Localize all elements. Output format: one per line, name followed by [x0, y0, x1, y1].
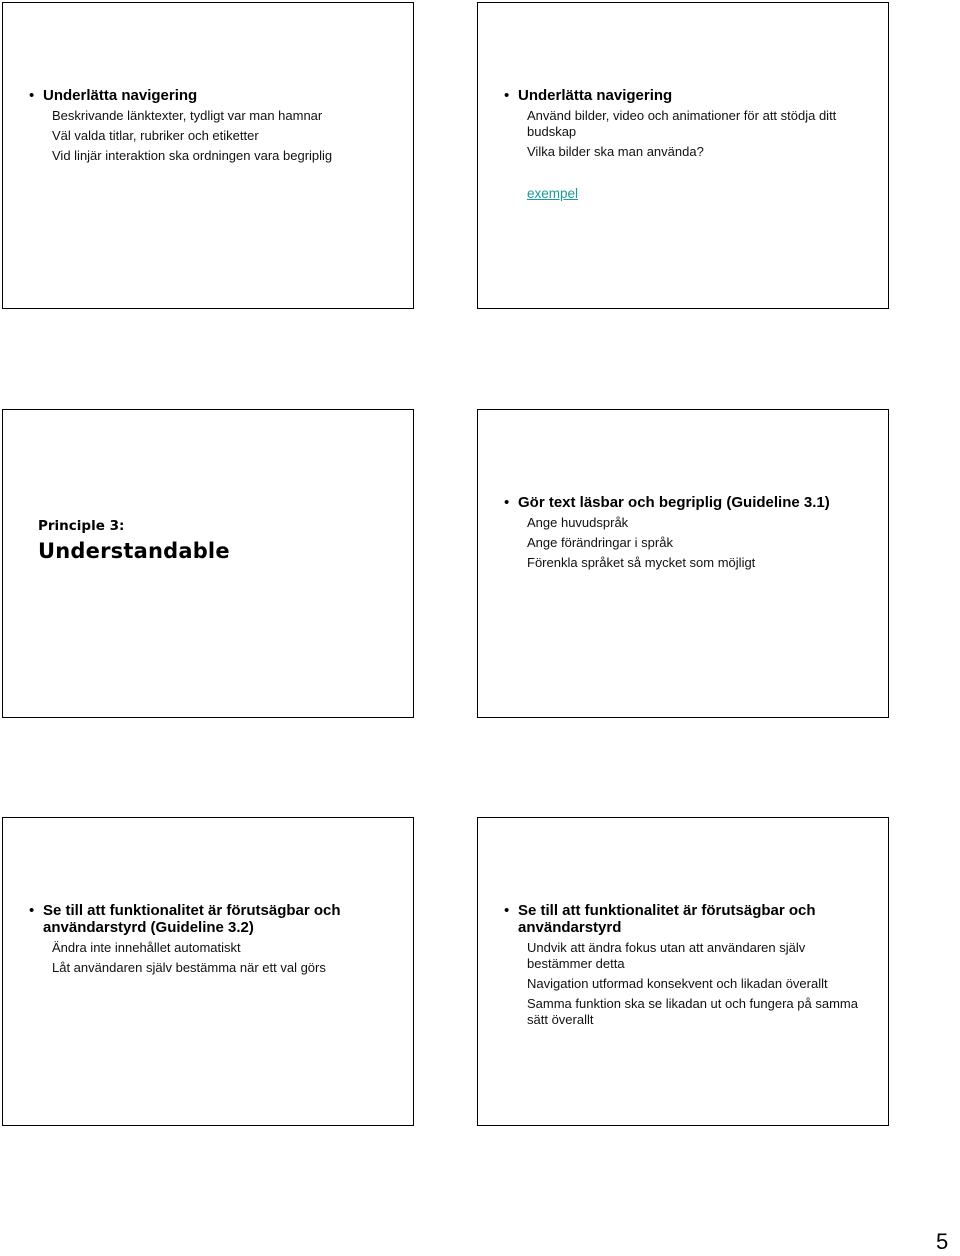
- exempel-link[interactable]: exempel: [527, 186, 579, 201]
- slide-heading: Se till att funktionalitet är förutsägbar och användarstyrd: [518, 902, 816, 936]
- bullet-item: [478, 87, 888, 160]
- bullet-item: [3, 902, 413, 976]
- sub-item: Låt användaren själv bestämma när ett val görs: [52, 960, 326, 975]
- sub-item: Ange förändringar i språk: [527, 535, 673, 550]
- slide-2: [477, 2, 889, 309]
- sub-item: Beskrivande länktexter, tydligt var man hamnar: [52, 108, 323, 123]
- bullet-icon: •: [504, 494, 510, 511]
- bullet-icon: •: [29, 902, 35, 919]
- bullet-icon: •: [504, 902, 510, 919]
- principle-kicker: Principle 3:: [38, 518, 125, 534]
- slide-5: [2, 817, 414, 1126]
- slide-1: [2, 2, 414, 309]
- sub-item: Undvik att ändra fokus utan att användaren själv bestämmer detta: [527, 940, 806, 971]
- slide-3: [2, 409, 414, 718]
- slide-2-content: [478, 87, 888, 203]
- sub-item: Förenkla språket så mycket som möjligt: [527, 555, 756, 570]
- bullet-icon: •: [504, 87, 510, 104]
- principle-title: Understandable: [38, 539, 230, 563]
- sub-item: Vilka bilder ska man använda?: [527, 144, 704, 159]
- principle-title-block: [38, 518, 230, 564]
- slide-heading: Se till att funktionalitet är förutsägbar och användarstyrd (Guideline 3.2): [43, 902, 341, 936]
- slide-heading: Gör text läsbar och begriplig (Guideline 3.1): [518, 494, 830, 511]
- slide-4-content: [478, 494, 888, 571]
- slide-6-content: [478, 902, 888, 1028]
- sub-item: Navigation utformad konsekvent och likadan överallt: [527, 976, 828, 991]
- page-number: 5: [936, 1229, 949, 1254]
- slide-6: [477, 817, 889, 1126]
- sub-item: Väl valda titlar, rubriker och etiketter: [52, 128, 259, 143]
- slide-heading: Underlätta navigering: [518, 87, 673, 104]
- bullet-item: [478, 494, 888, 571]
- sub-item: Samma funktion ska se likadan ut och fungera på samma sätt överallt: [527, 996, 858, 1027]
- sub-item: Ändra inte innehållet automatiskt: [52, 940, 241, 955]
- bullet-item: [478, 902, 888, 1028]
- sub-item: Använd bilder, video och animationer för att stödja ditt budskap: [527, 108, 837, 139]
- slide-heading: Underlätta navigering: [43, 87, 198, 104]
- slide-5-content: [3, 902, 413, 976]
- slide-1-content: [3, 87, 413, 164]
- bullet-item: [3, 87, 413, 164]
- sub-item: Vid linjär interaktion ska ordningen vara begriplig: [52, 148, 333, 163]
- sub-item: Ange huvudspråk: [527, 515, 629, 530]
- bullet-icon: •: [29, 87, 35, 104]
- slide-4: [477, 409, 889, 718]
